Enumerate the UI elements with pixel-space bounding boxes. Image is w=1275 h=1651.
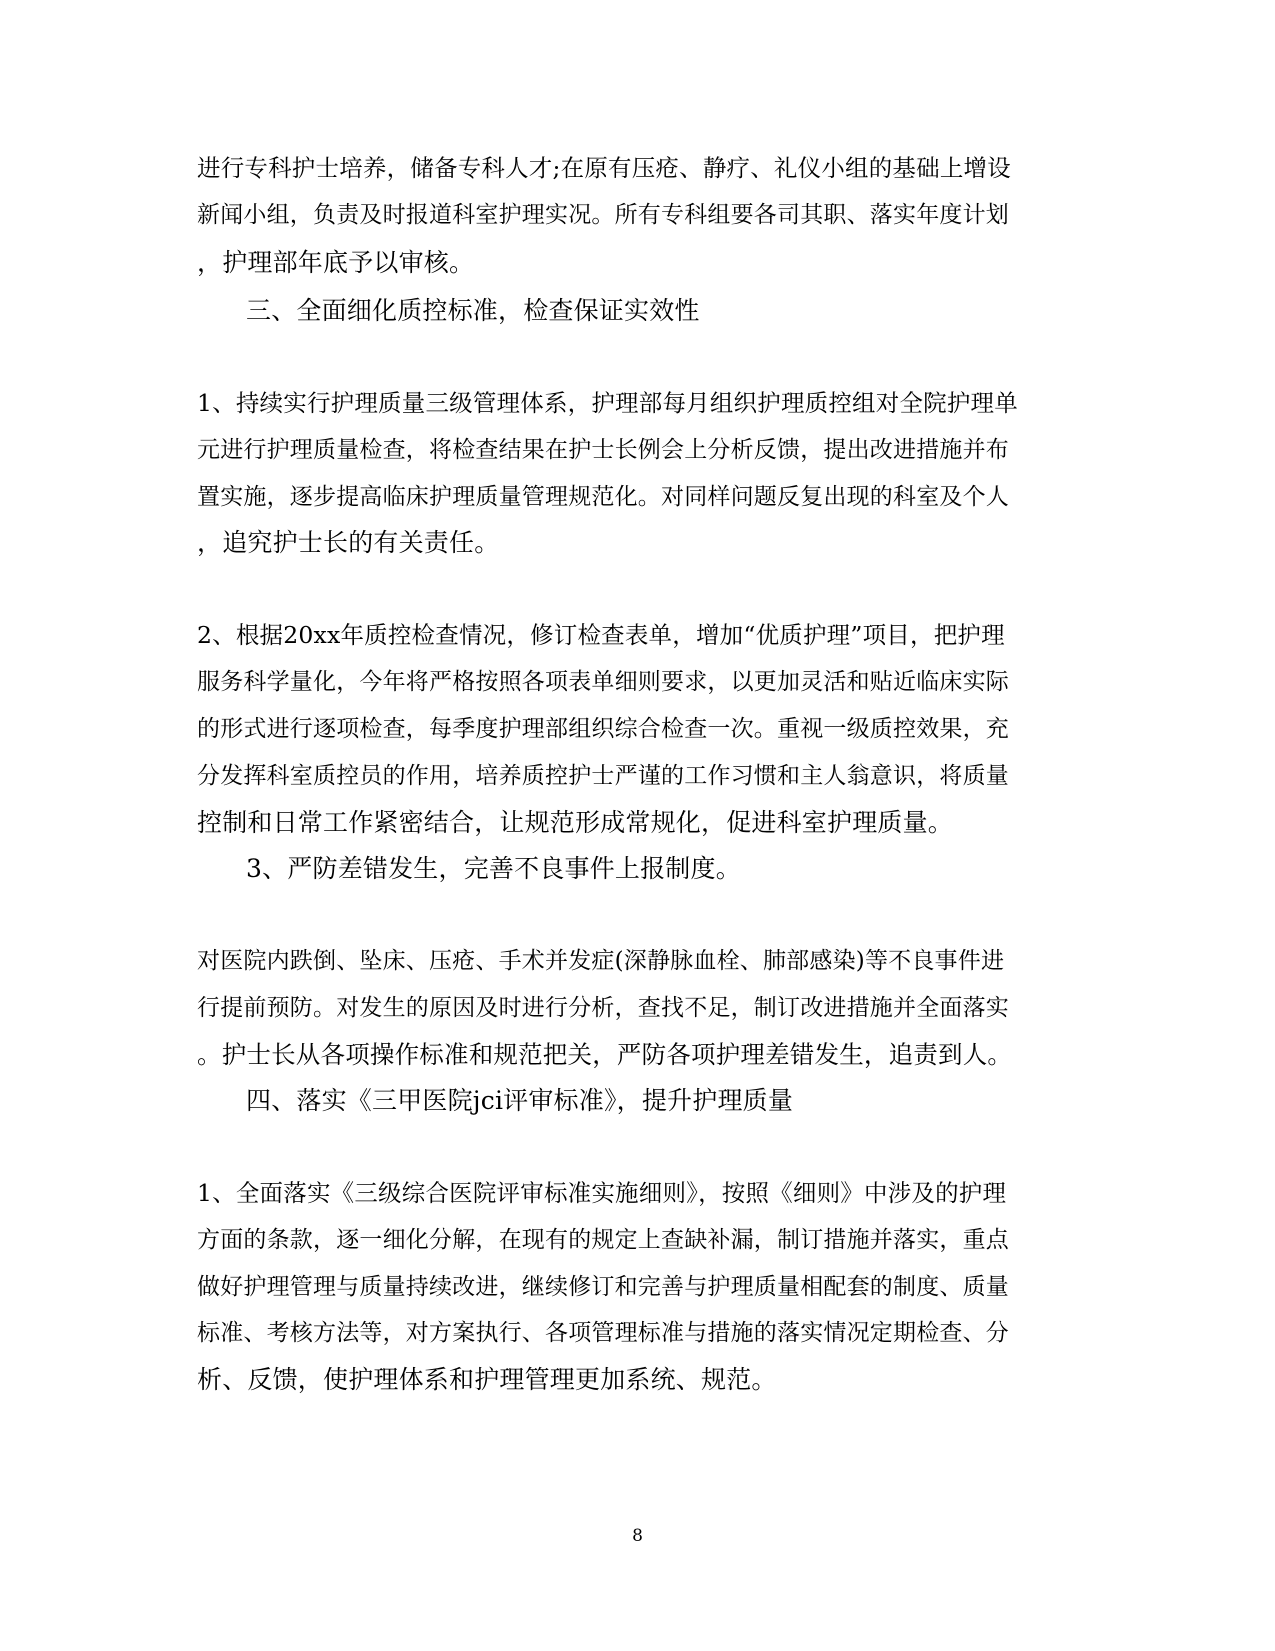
text-line: 进行专科护士培养，储备专科人才;在原有压疮、静疗、礼仪小组的基础上增设 — [197, 154, 1011, 182]
text-line: 服务科学量化，今年将严格按照各项表单细则要求，以更加灵活和贴近临床实际 — [197, 669, 1009, 695]
text-line: 新闻小组，负责及时报道科室护理实况。所有专科组要各司其职、落实年度计划 — [197, 202, 1009, 228]
text-line: 标准、考核方法等，对方案执行、各项管理标准与措施的落实情况定期检查、分 — [197, 1320, 1009, 1346]
text-line: 1、持续实行护理质量三级管理体系，护理部每月组织护理质控组对全院护理单 — [197, 389, 1018, 417]
section-heading: 三、全面细化质控标准，检查保证实效性 — [246, 296, 700, 325]
text-line: 行提前预防。对发生的原因及时进行分析，查找不足，制订改进措施并全面落实 — [197, 995, 1009, 1021]
page-number: 8 — [632, 1526, 643, 1546]
text-line: 元进行护理质量检查，将检查结果在护士长例会上分析反馈，提出改进措施并布 — [197, 437, 1009, 463]
text-line: 分发挥科室质控员的作用，培养质控护士严谨的工作习惯和主人翁意识，将质量 — [197, 763, 1009, 789]
text-line: 析、反馈，使护理体系和护理管理更加系统、规范。 — [197, 1365, 777, 1394]
text-line: 对医院内跌倒、坠床、压疮、手术并发症(深静脉血栓、肺部感染)等不良事件进 — [197, 948, 1005, 974]
text-line: 1、全面落实《三级综合医院评审标准实施细则》，按照《细则》中涉及的护理 — [197, 1179, 1007, 1207]
text-line: 方面的条款，逐一细化分解，在现有的规定上查缺补漏，制订措施并落实，重点 — [197, 1227, 1009, 1253]
text-line: 控制和日常工作紧密结合，让规范形成常规化，促进科室护理质量。 — [197, 808, 954, 837]
subsection-heading: 3、严防差错发生，完善不良事件上报制度。 — [246, 854, 741, 883]
text-line: 置实施，逐步提高临床护理质量管理规范化。对同样问题反复出现的科室及个人 — [197, 484, 1009, 510]
section-heading: 四、落实《三甲医院jci评审标准》，提升护理质量 — [246, 1086, 794, 1115]
text-line: ，追究护士长的有关责任。 — [197, 528, 500, 557]
text-line: 2、根据20xx年质控检查情况，修订检查表单，增加“优质护理”项目，把护理 — [197, 621, 1005, 649]
text-line: 。护士长从各项操作标准和规范把关，严防各项护理差错发生，追责到人。 — [197, 1040, 1013, 1069]
text-line: ，护理部年底予以审核。 — [197, 248, 475, 277]
text-line: 的形式进行逐项检查，每季度护理部组织综合检查一次。重视一级质控效果，充 — [197, 716, 1009, 742]
text-line: 做好护理管理与质量持续改进，继续修订和完善与护理质量相配套的制度、质量 — [197, 1274, 1009, 1300]
